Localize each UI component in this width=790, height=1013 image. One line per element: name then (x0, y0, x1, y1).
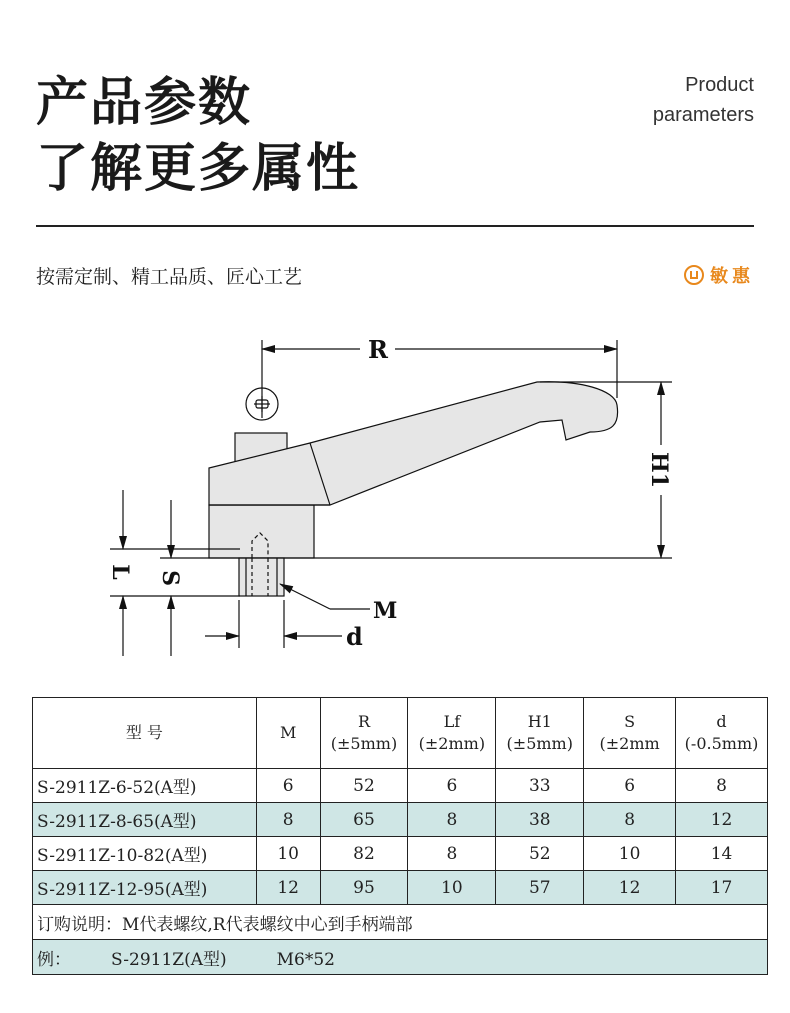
cell-model: S-2911Z-12-95(A型) (33, 871, 257, 905)
cell-d: 17 (676, 871, 768, 905)
cell-model: S-2911Z-8-65(A型) (33, 803, 257, 837)
r-label: R (368, 335, 388, 364)
header-h1: H1 (±5mm) (496, 698, 584, 769)
header-lf: Lf (±2mm) (408, 698, 496, 769)
lever-body (209, 382, 618, 558)
cell-m: 10 (256, 837, 320, 871)
header-s: S (±2mm (584, 698, 676, 769)
m-label: M (373, 598, 398, 624)
cell-d: 12 (676, 803, 768, 837)
example-cell (33, 940, 768, 975)
header-m: M (256, 698, 320, 769)
cell-m: 6 (256, 769, 320, 803)
brand (684, 262, 754, 288)
cell-lf: 8 (408, 803, 496, 837)
table-row (33, 871, 768, 905)
parameters-table (32, 697, 768, 975)
cell-model: S-2911Z-10-82(A型) (33, 837, 257, 871)
s-label: S (157, 570, 183, 586)
cell-d: 14 (676, 837, 768, 871)
tagline: 按需定制、精工品质、匠心工艺 (36, 266, 303, 288)
cell-m: 8 (256, 803, 320, 837)
example-spec: M6*52 (276, 949, 335, 970)
brand-name: 敏惠 (710, 266, 754, 287)
cell-r: 82 (320, 837, 408, 871)
cell-s: 8 (584, 803, 676, 837)
table-row (33, 803, 768, 837)
h1-label: H1 (646, 451, 672, 489)
title-line-2: 了解更多属性 (36, 139, 361, 199)
order-note-row (33, 905, 768, 940)
l-label: L (107, 564, 133, 580)
order-note: 订购说明：M代表螺纹,R代表螺纹中心到手柄端部 (33, 905, 768, 940)
d-dimension (205, 600, 342, 648)
header-model: 型 号 (33, 698, 257, 769)
table-row (33, 769, 768, 803)
cell-r: 65 (320, 803, 408, 837)
cell-h1: 38 (496, 803, 584, 837)
cell-r: 52 (320, 769, 408, 803)
divider (36, 225, 754, 227)
cell-h1: 52 (496, 837, 584, 871)
title-line-1: 产品参数 (36, 73, 253, 133)
cell-s: 10 (584, 837, 676, 871)
cell-lf: 10 (408, 871, 496, 905)
table-header-row (33, 698, 768, 769)
handle-diagram (0, 320, 790, 680)
brand-logo-icon (684, 265, 704, 285)
cell-d: 8 (676, 769, 768, 803)
m-leader (280, 584, 370, 609)
table-row (33, 837, 768, 871)
english-title-line-1: Product (685, 74, 754, 96)
cell-model: S-2911Z-6-52(A型) (33, 769, 257, 803)
example-row (33, 940, 768, 975)
cell-lf: 8 (408, 837, 496, 871)
header-r: R (±5mm) (320, 698, 408, 769)
example-model: S-2911Z(A型) (111, 949, 227, 970)
cell-r: 95 (320, 871, 408, 905)
cell-lf: 6 (408, 769, 496, 803)
page-title (36, 70, 360, 202)
d-label: d (346, 622, 363, 651)
cell-h1: 57 (496, 871, 584, 905)
header-d: d (-0.5mm) (676, 698, 768, 769)
cell-s: 6 (584, 769, 676, 803)
cell-h1: 33 (496, 769, 584, 803)
cell-m: 12 (256, 871, 320, 905)
example-label: 例： (37, 949, 71, 970)
english-title (653, 70, 754, 130)
english-title-line-2: parameters (652, 104, 754, 126)
cell-s: 12 (584, 871, 676, 905)
